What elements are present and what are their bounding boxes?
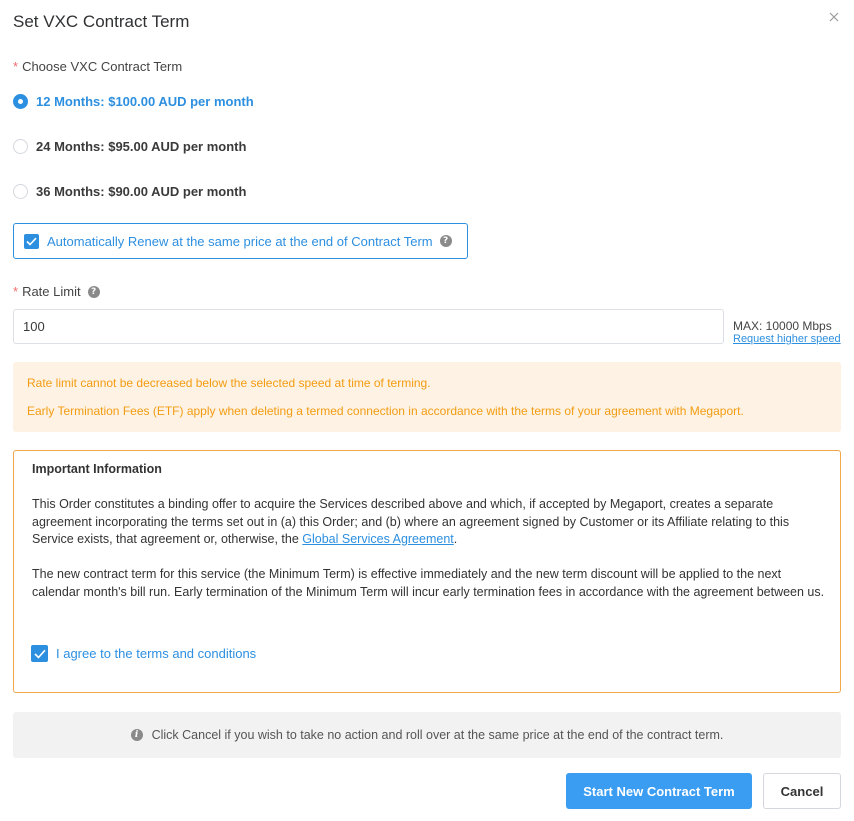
term-option-label: 12 Months: $100.00 AUD per month bbox=[36, 94, 254, 109]
global-services-agreement-link[interactable]: Global Services Agreement bbox=[302, 532, 454, 546]
cancel-button[interactable]: Cancel bbox=[763, 773, 841, 809]
auto-renew-label: Automatically Renew at the same price at the end of Contract Term bbox=[47, 233, 433, 249]
term-label: * Choose VXC Contract Term bbox=[13, 59, 183, 74]
request-higher-speed-link[interactable]: Request higher speed bbox=[733, 333, 841, 345]
radio-button[interactable] bbox=[13, 184, 28, 199]
rate-limit-input[interactable] bbox=[13, 309, 724, 344]
term-option-label: 36 Months: $90.00 AUD per month bbox=[36, 184, 247, 199]
radio-button[interactable] bbox=[13, 94, 28, 109]
checkbox-checked-icon[interactable] bbox=[24, 234, 39, 249]
auto-renew-checkbox[interactable] bbox=[13, 223, 468, 259]
max-speed-text: MAX: 10000 Mbps bbox=[733, 319, 832, 333]
term-option-36-months[interactable] bbox=[13, 184, 246, 199]
required-asterisk: * bbox=[13, 284, 19, 299]
close-icon[interactable] bbox=[826, 9, 842, 25]
checkbox-checked-icon[interactable] bbox=[31, 645, 48, 662]
cancel-note-text: Click Cancel if you wish to take no action and roll over at the same price at the end of the contract term. bbox=[151, 728, 724, 742]
cancel-note-box bbox=[13, 712, 841, 758]
warning-line-2: Early Termination Fees (ETF) apply when deleting a termed connection in accordance with the terms of your agreement with Megaport. bbox=[27, 404, 744, 418]
term-option-label: 24 Months: $95.00 AUD per month bbox=[36, 139, 247, 154]
warning-box bbox=[13, 362, 841, 432]
required-asterisk: * bbox=[13, 59, 19, 74]
radio-button[interactable] bbox=[13, 139, 28, 154]
term-option-12-months[interactable] bbox=[13, 94, 254, 109]
term-option-24-months[interactable] bbox=[13, 139, 246, 154]
info-icon: i bbox=[131, 729, 143, 741]
agree-terms-label: I agree to the terms and conditions bbox=[56, 646, 257, 661]
minimum-term-paragraph: The new contract term for this service (the Minimum Term) is effective immediately and the new term discount will be applied to the next calendar month's bill run. Early termination of the Minimum Term will incur early termination fees in accordance with the agreement between us. bbox=[32, 567, 825, 599]
start-new-contract-term-button[interactable]: Start New Contract Term bbox=[566, 773, 752, 809]
important-information-box bbox=[13, 450, 841, 693]
order-terms-paragraph: This Order constitutes a binding offer to acquire the Services described above and which, if accepted by Megaport, creates a separate agreement incorporating the terms set out in (a) this Order; and (b) where an agreement signed by Customer or its Affiliate relating to this Service exists, that agreement or, otherwise, the Global Services Agreement. bbox=[32, 497, 790, 546]
warning-line-1: Rate limit cannot be decreased below the selected speed at time of terming. bbox=[27, 376, 431, 390]
dialog-title: Set VXC Contract Term bbox=[13, 12, 190, 31]
important-information-title: Important Information bbox=[32, 462, 162, 476]
help-icon[interactable]: ? bbox=[88, 286, 100, 298]
rate-limit-label: * Rate Limit ? bbox=[13, 284, 100, 299]
help-icon[interactable]: ? bbox=[440, 235, 452, 247]
agree-terms-checkbox[interactable] bbox=[31, 645, 256, 662]
